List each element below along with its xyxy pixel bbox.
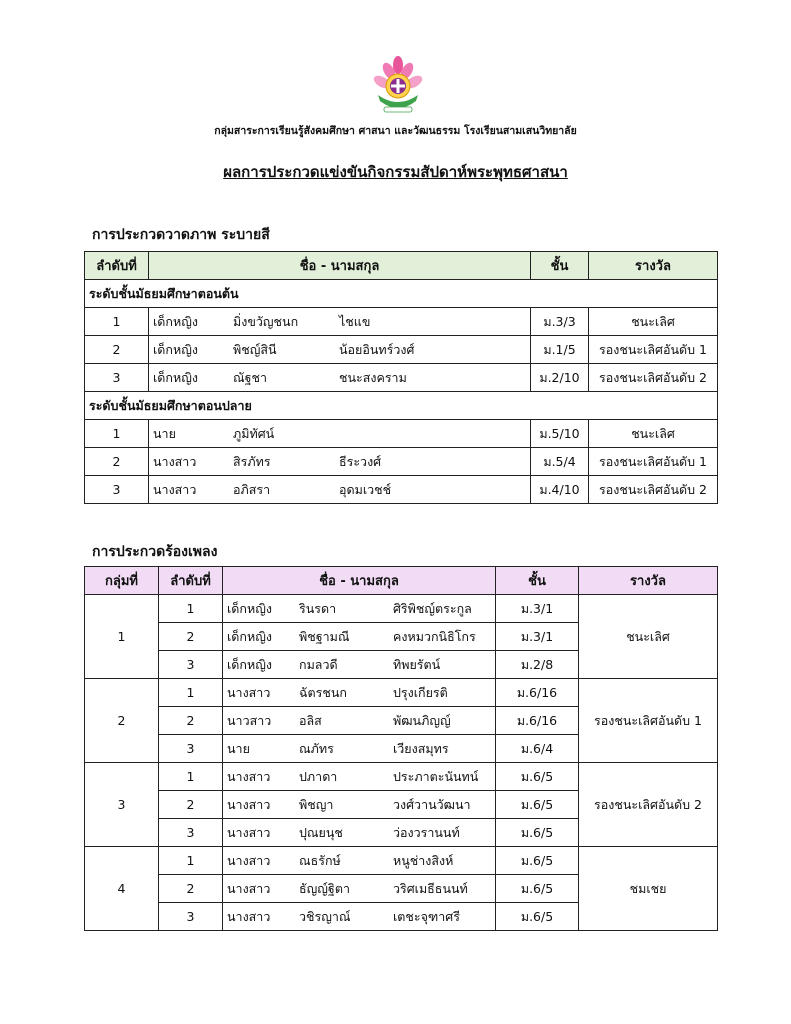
table-row bbox=[85, 763, 718, 791]
name-cell bbox=[149, 308, 531, 336]
name-cell bbox=[223, 903, 496, 931]
name-last: เตชะจุฑาศรี bbox=[393, 908, 460, 924]
name-last: วริศเมธีธนนท์ bbox=[393, 880, 468, 896]
full-name bbox=[153, 480, 526, 500]
name-prefix: นางสาว bbox=[227, 768, 271, 784]
name-prefix: นางสาว bbox=[227, 684, 271, 700]
name-cell bbox=[223, 651, 496, 679]
name-prefix: นางสาว bbox=[227, 824, 271, 840]
grade-cell: ม.6/5 bbox=[496, 875, 579, 903]
name-last: ปรุงเกียรติ bbox=[393, 684, 448, 700]
full-name bbox=[227, 711, 491, 731]
table-row bbox=[85, 420, 718, 448]
name-last: คงหมวกนิธิโกร bbox=[393, 628, 476, 644]
name-first: ภูมิทัศน์ bbox=[233, 425, 275, 441]
group-cell: 3 bbox=[85, 763, 159, 847]
header-grade: ชั้น bbox=[496, 567, 579, 595]
name-cell bbox=[223, 735, 496, 763]
name-prefix: นางสาว bbox=[153, 481, 197, 497]
order-cell: 3 bbox=[159, 903, 223, 931]
name-cell bbox=[149, 364, 531, 392]
order-cell: 1 bbox=[159, 847, 223, 875]
name-first: ปภาดา bbox=[299, 768, 338, 784]
grade-cell: ม.1/5 bbox=[531, 336, 589, 364]
order-cell: 2 bbox=[159, 791, 223, 819]
award-cell: รองชนะเลิศอันดับ 2 bbox=[589, 476, 718, 504]
name-cell bbox=[149, 420, 531, 448]
name-first: สิรภัทร bbox=[233, 453, 271, 469]
grade-cell: ม.2/8 bbox=[496, 651, 579, 679]
table-row bbox=[85, 364, 718, 392]
table-row bbox=[85, 679, 718, 707]
group-cell: 2 bbox=[85, 679, 159, 763]
name-cell bbox=[223, 791, 496, 819]
name-last: ว่องวรานนท์ bbox=[393, 824, 460, 840]
name-last: ไชแข bbox=[339, 313, 371, 329]
grade-cell: ม.6/5 bbox=[496, 819, 579, 847]
name-prefix: นางสาว bbox=[227, 880, 271, 896]
painting-section-title: การประกวดวาดภาพ ระบายสี bbox=[92, 227, 270, 243]
name-prefix: นางสาว bbox=[227, 908, 271, 924]
name-cell bbox=[149, 448, 531, 476]
full-name bbox=[153, 452, 526, 472]
full-name bbox=[227, 599, 491, 619]
header-award: รางวัล bbox=[579, 567, 718, 595]
order-cell: 1 bbox=[159, 595, 223, 623]
table-row bbox=[85, 448, 718, 476]
name-prefix: นาวสาว bbox=[227, 712, 272, 728]
table-row bbox=[85, 847, 718, 875]
name-prefix: เด็กหญิง bbox=[227, 600, 272, 616]
order-cell: 3 bbox=[85, 364, 149, 392]
group-cell: 4 bbox=[85, 847, 159, 931]
name-cell bbox=[223, 875, 496, 903]
organization-name: กลุ่มสาระการเรียนรู้สังคมศึกษา ศาสนา และวัฒนธรรม โรงเรียนสามเสนวิทยาลัย bbox=[214, 125, 577, 137]
name-cell bbox=[223, 679, 496, 707]
name-last: เวียงสมุทร bbox=[393, 740, 449, 756]
order-cell: 2 bbox=[85, 336, 149, 364]
full-name bbox=[153, 368, 526, 388]
full-name bbox=[227, 851, 491, 871]
table-header-row bbox=[85, 252, 718, 280]
name-prefix: นาย bbox=[153, 425, 176, 441]
grade-cell: ม.3/1 bbox=[496, 595, 579, 623]
painting-results-table bbox=[84, 251, 718, 504]
grade-cell: ม.3/1 bbox=[496, 623, 579, 651]
header-name: ชื่อ - นามสกุล bbox=[149, 252, 531, 280]
full-name bbox=[227, 739, 491, 759]
name-first: ธัญญ์ฐิตา bbox=[299, 880, 350, 896]
name-cell bbox=[223, 707, 496, 735]
group-cell: 1 bbox=[85, 595, 159, 679]
name-last: น้อยอินทร์วงศ์ bbox=[339, 341, 415, 357]
header-name: ชื่อ - นามสกุล bbox=[223, 567, 496, 595]
table-row bbox=[85, 595, 718, 623]
header-order: ลำดับที่ bbox=[85, 252, 149, 280]
name-first: อลิส bbox=[299, 712, 322, 728]
order-cell: 3 bbox=[159, 651, 223, 679]
name-first: พิชฐามณี bbox=[299, 628, 350, 644]
name-last: ประภาตะนันทน์ bbox=[393, 768, 479, 784]
grade-cell: ม.6/4 bbox=[496, 735, 579, 763]
grade-cell: ม.6/5 bbox=[496, 847, 579, 875]
order-cell: 2 bbox=[85, 448, 149, 476]
grade-cell: ม.6/16 bbox=[496, 707, 579, 735]
name-last: ธีระวงศ์ bbox=[339, 453, 382, 469]
table-row bbox=[85, 308, 718, 336]
grade-cell: ม.2/10 bbox=[531, 364, 589, 392]
name-first: ณัฐชา bbox=[233, 369, 267, 385]
name-prefix: เด็กหญิง bbox=[227, 656, 272, 672]
award-cell: รองชนะเลิศอันดับ 1 bbox=[589, 336, 718, 364]
name-prefix: นางสาว bbox=[227, 796, 271, 812]
name-first: กมลวดี bbox=[299, 656, 338, 672]
full-name bbox=[227, 683, 491, 703]
award-cell: รองชนะเลิศอันดับ 1 bbox=[579, 679, 718, 763]
level-row bbox=[85, 392, 718, 420]
name-prefix: เด็กหญิง bbox=[153, 341, 198, 357]
header-award: รางวัล bbox=[589, 252, 718, 280]
level-label: ระดับชั้นมัธยมศึกษาตอนต้น bbox=[85, 280, 718, 308]
name-last: วงศ์วานวัฒนา bbox=[393, 796, 471, 812]
order-cell: 1 bbox=[85, 308, 149, 336]
full-name bbox=[227, 879, 491, 899]
order-cell: 1 bbox=[159, 679, 223, 707]
name-first: พิชญ์สินี bbox=[233, 341, 277, 357]
name-cell bbox=[223, 819, 496, 847]
full-name bbox=[153, 312, 526, 332]
award-cell: ชนะเลิศ bbox=[589, 420, 718, 448]
table-row bbox=[85, 476, 718, 504]
grade-cell: ม.6/5 bbox=[496, 791, 579, 819]
name-first: วชิรญาณ์ bbox=[299, 908, 351, 924]
name-prefix: นางสาว bbox=[227, 852, 271, 868]
name-prefix: เด็กหญิง bbox=[153, 369, 198, 385]
name-cell bbox=[223, 595, 496, 623]
order-cell: 2 bbox=[159, 623, 223, 651]
name-last: พัฒนภิญญ์ bbox=[393, 712, 451, 728]
grade-cell: ม.5/4 bbox=[531, 448, 589, 476]
name-prefix: นางสาว bbox=[153, 453, 197, 469]
name-first: ณธรักษ์ bbox=[299, 852, 341, 868]
full-name bbox=[227, 823, 491, 843]
school-emblem-logo bbox=[372, 55, 424, 117]
order-cell: 1 bbox=[85, 420, 149, 448]
table-row bbox=[85, 336, 718, 364]
name-cell bbox=[149, 336, 531, 364]
name-cell bbox=[223, 623, 496, 651]
grade-cell: ม.3/3 bbox=[531, 308, 589, 336]
name-last: อุดมเวชช์ bbox=[339, 481, 392, 497]
order-cell: 3 bbox=[159, 819, 223, 847]
name-last: ศิริพิชญ์ตระกูล bbox=[393, 600, 472, 616]
full-name bbox=[227, 767, 491, 787]
grade-cell: ม.6/16 bbox=[496, 679, 579, 707]
name-prefix: เด็กหญิง bbox=[153, 313, 198, 329]
grade-cell: ม.5/10 bbox=[531, 420, 589, 448]
full-name bbox=[153, 424, 526, 444]
order-cell: 2 bbox=[159, 875, 223, 903]
name-cell bbox=[223, 763, 496, 791]
singing-results-table bbox=[84, 566, 718, 931]
name-first: มิ่งขวัญชนก bbox=[233, 313, 299, 329]
level-label: ระดับชั้นมัธยมศึกษาตอนปลาย bbox=[85, 392, 718, 420]
award-cell: รองชนะเลิศอันดับ 2 bbox=[589, 364, 718, 392]
grade-cell: ม.6/5 bbox=[496, 763, 579, 791]
header-grade: ชั้น bbox=[531, 252, 589, 280]
full-name bbox=[227, 655, 491, 675]
singing-section-title: การประกวดร้องเพลง bbox=[92, 544, 218, 560]
name-last: ทิพยรัตน์ bbox=[393, 656, 441, 672]
grade-cell: ม.4/10 bbox=[531, 476, 589, 504]
page-title-text: ผลการประกวดแข่งขันกิจกรรมสัปดาห์พระพุทธศาสนา bbox=[223, 163, 568, 181]
order-cell: 3 bbox=[159, 735, 223, 763]
award-cell: รองชนะเลิศอันดับ 1 bbox=[589, 448, 718, 476]
name-first: พิชญา bbox=[299, 796, 334, 812]
header-group: กลุ่มที่ bbox=[85, 567, 159, 595]
full-name bbox=[227, 627, 491, 647]
header-order: ลำดับที่ bbox=[159, 567, 223, 595]
order-cell: 3 bbox=[85, 476, 149, 504]
name-first: ณภัทร bbox=[299, 740, 334, 756]
name-prefix: เด็กหญิง bbox=[227, 628, 272, 644]
name-cell bbox=[223, 847, 496, 875]
name-last: ชนะสงคราม bbox=[339, 369, 407, 385]
full-name bbox=[227, 907, 491, 927]
order-cell: 1 bbox=[159, 763, 223, 791]
table-header-row bbox=[85, 567, 718, 595]
order-cell: 2 bbox=[159, 707, 223, 735]
award-cell: ชนะเลิศ bbox=[589, 308, 718, 336]
name-cell bbox=[149, 476, 531, 504]
level-row bbox=[85, 280, 718, 308]
page-title bbox=[0, 160, 791, 184]
name-first: ปุณยนุช bbox=[299, 824, 343, 840]
name-first: ฉัตรชนก bbox=[299, 684, 347, 700]
name-first: อภิสรา bbox=[233, 481, 271, 497]
name-first: รินรดา bbox=[299, 600, 337, 616]
award-cell: รองชนะเลิศอันดับ 2 bbox=[579, 763, 718, 847]
name-last: หนูช่างสิงห์ bbox=[393, 852, 454, 868]
award-cell: ชมเชย bbox=[579, 847, 718, 931]
full-name bbox=[227, 795, 491, 815]
name-prefix: นาย bbox=[227, 740, 250, 756]
grade-cell: ม.6/5 bbox=[496, 903, 579, 931]
award-cell: ชนะเลิศ bbox=[579, 595, 718, 679]
full-name bbox=[153, 340, 526, 360]
